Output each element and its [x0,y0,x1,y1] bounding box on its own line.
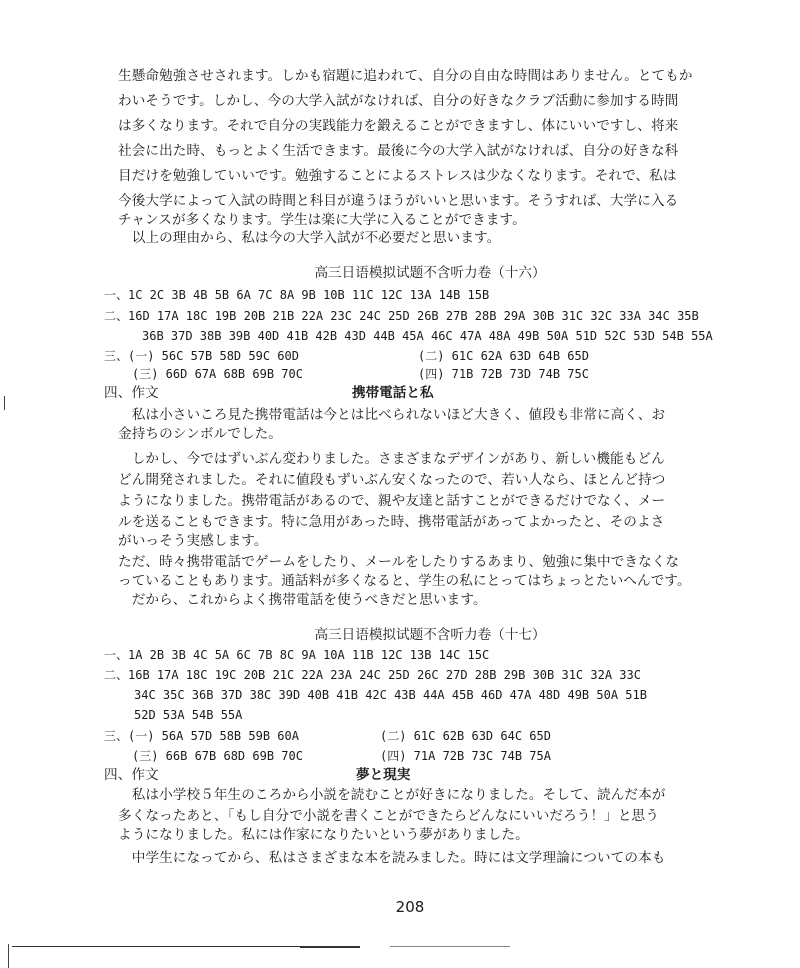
text-line: だから、これからよく携帯電話を使うべきだと思います。 [118,592,487,608]
answer-line: 三、(一) 56C 57B 58D 59C 60D [104,349,299,363]
page-number: 208 [395,898,425,916]
answer-line: (四) 71A 72B 73C 74B 75A [380,749,551,763]
essay-title: 夢と現実 [356,767,411,783]
answer-line: 二、16B 17A 18C 19C 20B 21C 22A 23A 24C 25D 26C 27D 28B 29B 30B 31C 32A 33C [104,668,641,682]
answer-line: (四) 71B 72B 73D 74B 75C [418,367,589,381]
answer-line: (三) 66B 67B 68D 69B 70C [132,749,303,763]
scan-rule [300,946,360,948]
answer-line: (二) 61C 62B 63D 64C 65D [380,729,551,743]
text-line: 社会に出た時、もっとよく生活できます。最後に今の大学入試がなければ、自分の好きな科 [118,143,679,159]
text-line: しかし、今ではずいぶん変わりました。さまざまなデザインがあり、新しい機能もどん [118,451,665,467]
text-line: 中学生になってから、私はさまざまな本を読みました。時には文学理論についての本も [118,850,666,866]
section-label: 四、作文 [104,767,159,783]
text-line: わいそうです。しかし、今の大学入試がなければ、自分の好きなクラブ活動に参加する時間 [118,93,679,109]
answer-line: 52D 53A 54B 55A [134,708,243,722]
text-line: 金持ちのシンボルでした。 [118,426,282,442]
answer-line: 二、16D 17A 18C 19B 20B 21B 22A 23C 24C 25D 26B 27B 28B 29A 30B 31C 32C 33A 34C 35B [104,309,699,323]
answer-line: (三) 66D 67A 68B 69B 70C [132,367,303,381]
text-line: 私は小学校５年生のころから小説を読むことが好きになりました。そして、読んだ本が [118,787,666,803]
answer-line: 34C 35C 36B 37D 38C 39D 40B 41B 42C 43B 44A 45B 46D 47A 48D 49B 50A 51B [134,688,647,702]
text-line: 目だけを勉強していいです。勉強することによるストレスは少なくなります。それで、私は [118,168,677,184]
text-line: チャンスが多くなります。学生は楽に大学に入ることができます。 [118,212,526,228]
answer-line: 一、1A 2B 3B 4C 5A 6C 7B 8C 9A 10A 11B 12C 13B 14C 15C [104,648,490,662]
text-line: ただ、時々携帯電話でゲームをしたり、メールをしたりするあまり、勉強に集中できなくな [118,554,680,570]
scan-mark [4,396,5,410]
essay-title: 携帯電話と私 [352,385,434,401]
text-line: 私は小さいころ見た携帯電話は今とは比べられないほど大きく、値段も非常に高く、お [118,407,666,423]
text-line: がいっそう実感します。 [118,533,268,549]
exam17-title: 高三日语模拟试题不含听力卷（十七） [314,627,546,643]
text-line: 多くなったあと、「もし自分で小説を書くことができたらどんなにいいだろう！」と思う [118,808,659,824]
answer-line: 三、(一) 56A 57D 58B 59B 60A [104,729,299,743]
exam16-title: 高三日语模拟试题不含听力卷（十六） [314,265,546,281]
text-line: 生懸命勉強させされます。しかも宿題に追われて、自分の自由な時間はありません。とてもか [118,68,693,84]
text-line: ようになりました。携帯電話があるので、親や友達と話すことができるだけでなく、メー [118,493,666,509]
scan-rule [390,946,510,947]
scan-rule [12,946,312,947]
answer-line: 一、1C 2C 3B 4B 5B 6A 7C 8A 9B 10B 11C 12C 13A 14B 15B [104,288,490,302]
text-line: どん開発されました。それに値段もずいぶん安くなったので、若い人なら、ほとんど持つ [118,472,666,488]
text-line: 以上の理由から、私は今の大学入試が不必要だと思います。 [118,230,501,246]
text-line: っていることもあります。通話料が多くなると、学生の私にとってはちょっとたいへんです。 [118,573,691,589]
text-line: は多くなります。それで自分の実践能力を鍛えることができますし、体にいいですし、将来 [118,118,679,134]
text-line: ルを送ることもできます。特に急用があった時、携帯電話があってよかったと、そのよさ [118,514,665,530]
scan-mark [8,944,9,968]
answer-line: 36B 37D 38B 39B 40D 41B 42B 43D 44B 45A 46C 47A 48A 49B 50A 51D 52C 53D 54B 55A [142,329,713,343]
section-label: 四、作文 [104,385,159,401]
answer-line: (二) 61C 62A 63D 64B 65D [418,349,589,363]
text-line: ようになりました。私には作家になりたいという夢がありました。 [118,827,529,843]
text-line: 今後大学によって入試の時間と科目が違うほうがいいと思います。そうすれば、大学に入る [118,193,679,209]
